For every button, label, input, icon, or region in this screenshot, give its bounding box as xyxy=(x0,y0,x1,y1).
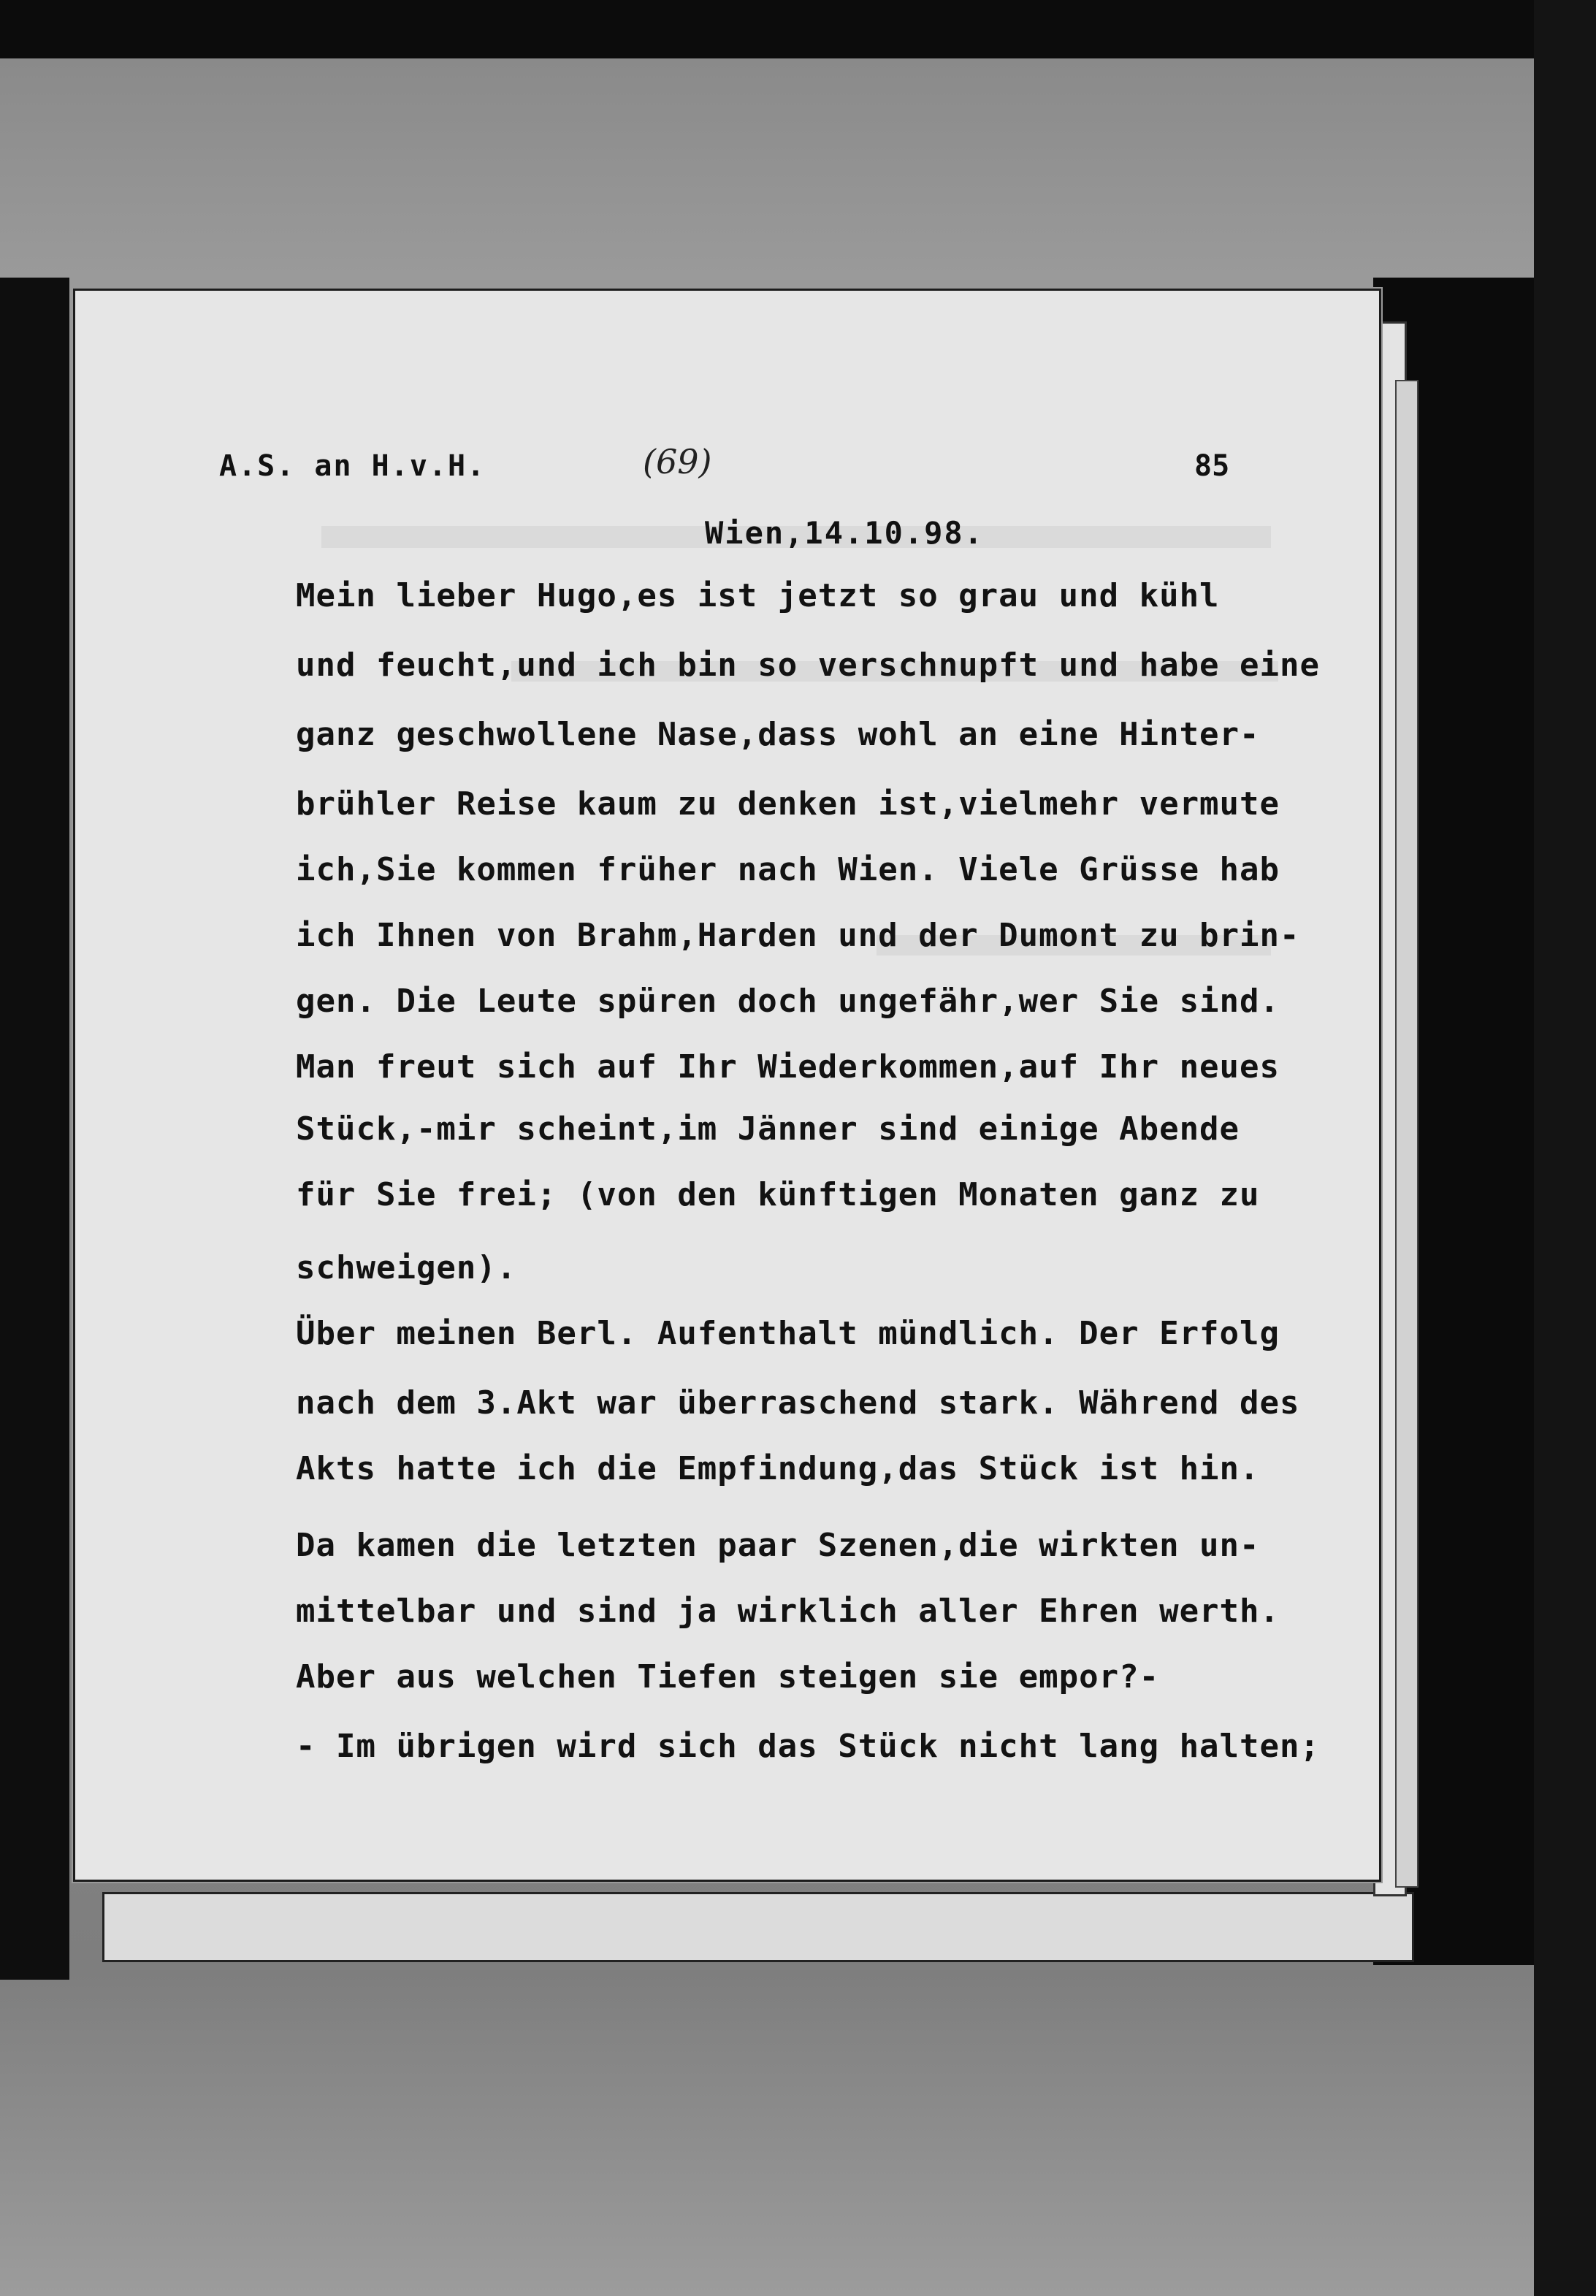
scan-frame-edge xyxy=(1534,0,1596,2296)
letter-line: schweigen). xyxy=(296,1249,517,1286)
letter-line: gen. Die Leute spüren doch ungefähr,wer Sie sind. xyxy=(296,983,1280,1020)
letter-line: Aber aus welchen Tiefen steigen sie empor?- xyxy=(296,1658,1160,1696)
letter-line: ganz geschwollene Nase,dass wohl an eine Hinter- xyxy=(296,716,1260,753)
letter-line: Über meinen Berl. Aufenthalt mündlich. Der Erfolg xyxy=(296,1315,1280,1352)
letter-line: - Im übrigen wird sich das Stück nicht lang halten; xyxy=(296,1728,1321,1765)
letter-header-handwritten-number: (69) xyxy=(643,442,712,481)
letter-line: und feucht,und ich bin so verschnupft und habe eine xyxy=(296,647,1321,684)
letter-line: brühler Reise kaum zu denken ist,vielmehr vermute xyxy=(296,785,1280,823)
letter-line: Da kamen die letzten paar Szenen,die wirkten un- xyxy=(296,1527,1260,1564)
letter-line: Man freut sich auf Ihr Wiederkommen,auf Ihr neues xyxy=(296,1048,1280,1086)
letter-date: Wien,14.10.98. xyxy=(705,515,985,551)
letter-line: Mein lieber Hugo,es ist jetzt so grau und kühl xyxy=(296,577,1220,614)
letter-line: Akts hatte ich die Empfindung,das Stück ist hin. xyxy=(296,1450,1260,1487)
letter-line: mittelbar und sind ja wirklich aller Ehren werth. xyxy=(296,1593,1280,1630)
letter-line: ich Ihnen von Brahm,Harden und der Dumont zu brin- xyxy=(296,917,1300,954)
letter-page-number: 85 xyxy=(1194,449,1230,483)
scan-frame-left xyxy=(0,278,69,1980)
letter-line: ich,Sie kommen früher nach Wien. Viele Grüsse hab xyxy=(296,851,1280,888)
underlying-sheet-right-2 xyxy=(1395,380,1419,1888)
underlying-sheet-bottom xyxy=(102,1892,1414,1962)
letter-header-sender-recipient: A.S. an H.v.H. xyxy=(219,449,486,483)
letter-line: nach dem 3.Akt war überraschend stark. Während des xyxy=(296,1384,1300,1422)
letter-line: Stück,-mir scheint,im Jänner sind einige Abende xyxy=(296,1110,1240,1148)
letter-line: für Sie frei; (von den künftigen Monaten ganz zu xyxy=(296,1176,1260,1213)
